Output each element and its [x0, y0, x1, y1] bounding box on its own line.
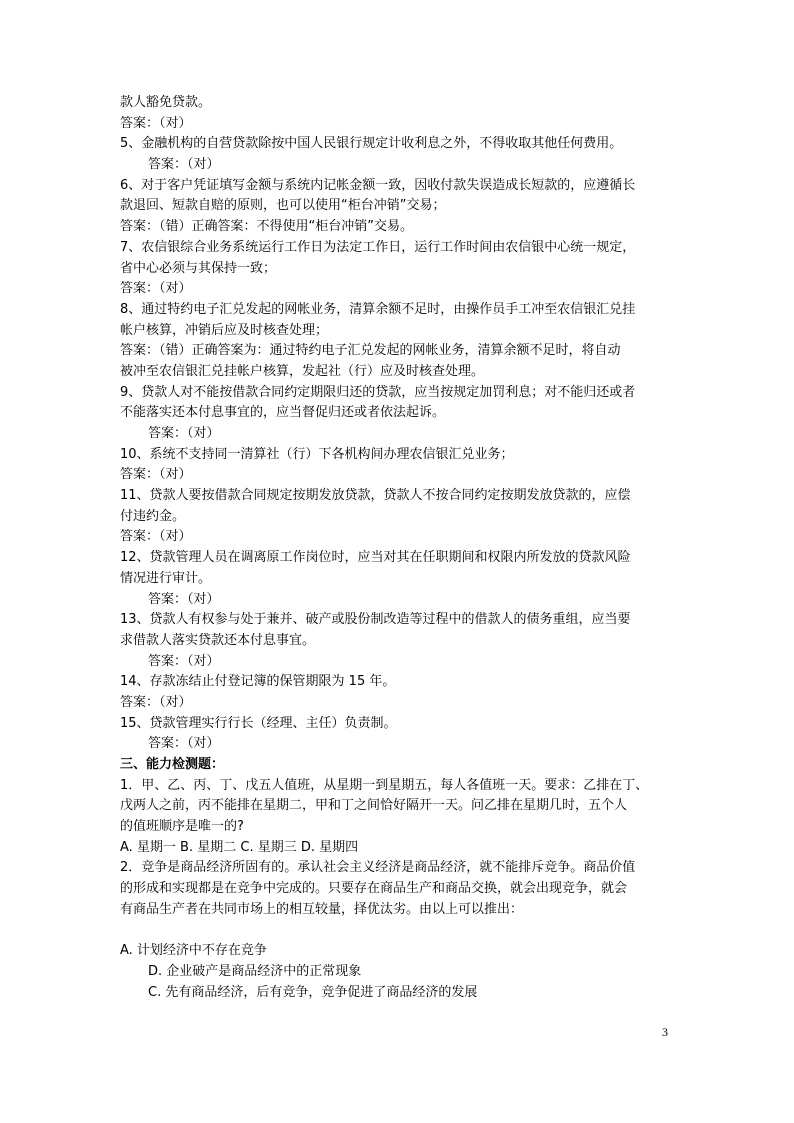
text-line: C. 先有商品经济，后有竞争，竞争促进了商品经济的发展 — [148, 984, 478, 1000]
text-line: 13、贷款人有权参与处于兼并、破产或股份制改造等过程中的借款人的债务重组，应当要 — [120, 612, 631, 628]
text-line: 9、贷款人对不能按借款合同约定期限归还的贷款，应当按规定加罚利息；对不能归还或者 — [120, 384, 636, 400]
text-line: 答案：（对） — [148, 426, 220, 441]
text-line: 情况进行审计。 — [120, 570, 212, 586]
page-number: 3 — [662, 1025, 668, 1039]
text-line: 答案：（对） — [120, 529, 192, 545]
text-line: A. 计划经济中不存在竞争 — [120, 943, 267, 959]
text-line: 答案：（对） — [120, 115, 192, 131]
text-line: 12、贷款管理人员在调离原工作岗位时，应当对其在任职期间和权限内所发放的贷款风险 — [120, 550, 631, 566]
text-line: D. 企业破产是商品经济中的正常现象 — [148, 963, 362, 979]
text-line: 6、对于客户凭证填写金额与系统内记帐金额一致，因收付款失误造成长短款的，应遵循长 — [120, 177, 636, 193]
text-line: 的形成和实现都是在竞争中完成的。只要存在商品生产和商品交换，就会出现竞争，就会 — [120, 881, 628, 897]
document-body — [120, 93, 690, 1003]
text-line: 戊两人之前，丙不能排在星期二，甲和丁之间恰好隔开一天。问乙排在星期几时，五个人 — [120, 798, 628, 814]
text-line: 2．竞争是商品经济所固有的。承认社会主义经济是商品经济，就不能排斥竞争。商品价值 — [120, 860, 636, 876]
text-line: 8、通过特约电子汇兑发起的网帐业务，清算余额不足时，由操作员手工冲至农信银汇兑挂 — [120, 301, 636, 317]
section-heading: 三、能力检测题： — [120, 757, 225, 772]
text-line: 付违约金。 — [120, 508, 186, 524]
text-line: 1．甲、乙、丙、丁、戊五人值班，从星期一到星期五，每人各值班一天。要求：乙排在丁、 — [120, 777, 649, 793]
text-line: 款人豁免贷款。 — [120, 95, 212, 110]
text-line: 答案：（对） — [148, 736, 220, 752]
text-line: 7、农信银综合业务系统运行工作日为法定工作日，运行工作时间由农信银中心统一规定， — [120, 239, 636, 255]
text-line: 有商品生产者在共同市场上的相互较量，择优汰劣。由以上可以推出： — [120, 901, 524, 917]
text-line: 答案：（对） — [120, 281, 192, 297]
text-line: 答案：（对） — [120, 694, 192, 710]
text-line: 11、贷款人要按借款合同规定按期发放贷款，贷款人不按合同约定按期发放贷款的，应偿 — [120, 488, 631, 504]
text-line: 答案：（对） — [148, 653, 220, 669]
text-line: 款退回、短款自赔的原则，也可以使用“柜台冲销”交易； — [120, 198, 446, 214]
text-line: 15、贷款管理实行行长（经理、主任）负责制。 — [120, 715, 397, 731]
text-line: 求借款人落实贷款还本付息事宜。 — [120, 632, 316, 648]
text-line: 答案：（对） — [148, 591, 220, 607]
text-line: 10、系统不支持同一清算社（行）下各机构间办理农信银汇兑业务； — [120, 446, 514, 462]
text-line: 不能落实还本付息事宜的，应当督促归还或者依法起诉。 — [120, 405, 446, 421]
text-line: 答案：（对） — [148, 157, 220, 173]
text-line: 被冲至农信银汇兑挂帐户核算，发起社（行）应及时核查处理。 — [120, 363, 485, 379]
text-line: 答案：（错）正确答案：不得使用“柜台冲销”交易。 — [120, 219, 413, 235]
text-line: 答案：（对） — [120, 467, 192, 483]
text-line: 帐户核算，冲销后应及时核查处理； — [120, 322, 329, 338]
text-line: 答案：（错）正确答案为：通过特约电子汇兑发起的网帐业务，清算余额不足时，将自动 — [120, 343, 621, 359]
text-line: 的值班顺序是唯一的? — [120, 819, 244, 835]
text-line: 5、金融机构的自营贷款除按中国人民银行规定计收利息之外，不得收取其他任何费用。 — [120, 136, 623, 152]
text-line: 14、存款冻结止付登记簿的保管期限为 15 年。 — [120, 674, 396, 690]
text-line: 省中心必须与其保持一致； — [120, 260, 277, 276]
blank-line — [120, 921, 690, 942]
text-line: A. 星期一 B. 星期二 C. 星期三 D. 星期四 — [120, 839, 359, 855]
